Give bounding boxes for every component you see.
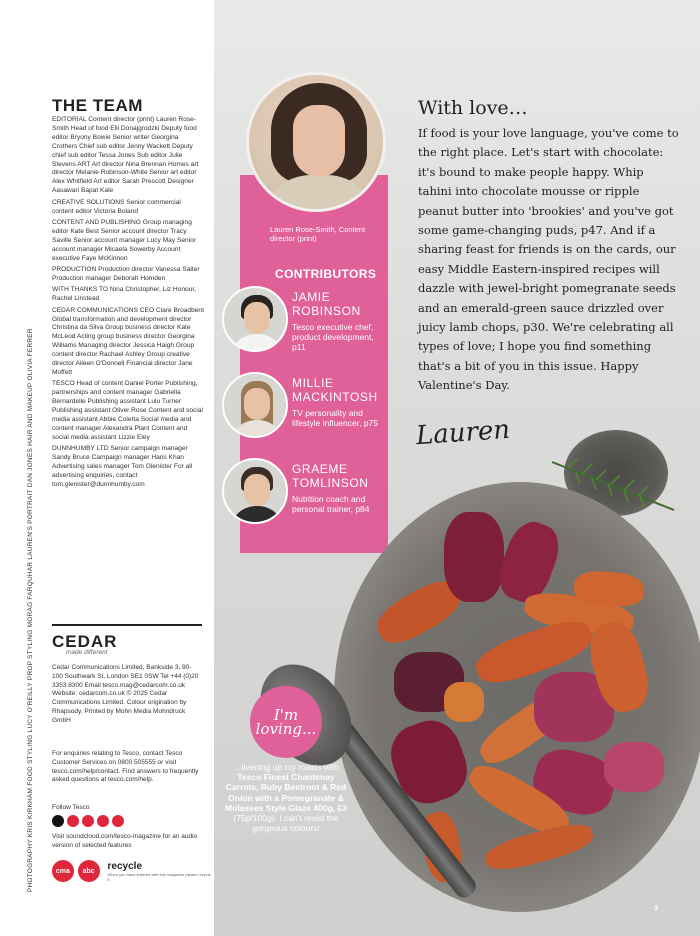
team-paragraph: TESCO Head of content Daniel Porter Publishing, partnerships and content manager Gabriella Bernardelle Publishing assistant Lulu Turner Publishing assistant Oliver Rose Content and social media assistant Abbie Coletta Social media and content manager Alexandra Plant Content and social media assistant Lizzie Eley: [52, 380, 204, 441]
im-loving-text: [222, 762, 350, 833]
im-loving-label: I'm loving...: [255, 706, 317, 738]
lauren-caption: Lauren Rose-Smith, Content director (print): [270, 225, 366, 243]
loving-intro: …livening up my roasts with: [233, 762, 339, 772]
contributor-name: MILLIE MACKINTOSH: [292, 376, 378, 404]
soundcloud-note: Visit soundcloud.com/tesco-magazine for an audio version of selected features: [52, 833, 198, 849]
cedar-logo: [52, 632, 117, 656]
loving-product: Tesco Finest Chantenay Carrots, Ruby Beetroot & Red Onion with a Pomegranate & Molasses Style Glaze 400g, £3: [225, 772, 347, 813]
badges: [52, 860, 214, 882]
team-paragraph: PRODUCTION Production director Vanessa Salter Production manager Deborah Homden: [52, 266, 200, 282]
recycle-note: When you have finished with this magazine please recycle it.: [107, 871, 211, 882]
team-heading: THE TEAM: [52, 96, 143, 115]
left-column: [0, 0, 214, 936]
abc-badge: abc: [78, 860, 100, 882]
divider: [52, 624, 202, 626]
social-icons: [52, 815, 124, 827]
editor-signature: Lauren: [415, 414, 512, 452]
team-list: [52, 116, 204, 492]
contributor-role: Nutrition coach and personal trainer, p84: [292, 494, 370, 514]
team-paragraph: DUNNHUMBY LTD Senior campaign manager Sandy Bruce Campaign manager Haris Khan Advertising sales manager Tom Glenister For all advertising enquiries, contact tom.glenister@dunnhumby.com: [52, 445, 193, 488]
tiktok-icon[interactable]: [52, 815, 64, 827]
lauren-portrait: [246, 72, 386, 212]
instagram-icon[interactable]: [112, 815, 124, 827]
team-paragraph: WITH THANKS TO Nina Christopher, Liz Honour, Rachel Linstead: [52, 286, 197, 303]
contributor-photo: [222, 286, 288, 352]
recycle-logo: [108, 861, 214, 882]
facebook-icon[interactable]: [67, 815, 79, 827]
contributor-photo: [222, 372, 288, 438]
youtube-icon[interactable]: [82, 815, 94, 827]
pinterest-icon[interactable]: [97, 815, 109, 827]
contributor-name: GRAEME TOMLINSON: [292, 462, 369, 490]
photo-credits: PHOTOGRAPHY KRIS KIRKHAM FOOD STYLING LUCY O'REILLY PROP STYLING MORAG FARQUHAR LAUREN'S PORTRAIT DAN JONES HAIR AND MAKEUP OLIVIA FERRER: [27, 328, 34, 892]
team-paragraph: CREATIVE SOLUTIONS Senior commercial content editor Victoria Boland: [52, 198, 181, 215]
team-paragraph: CONTENT AND PUBLISHING Group managing editor Kate Best Senior account director Tracy Saville Senior account manager Lucy May Senior account manager Micaela Sowerby Account executive Faye McKinnon: [52, 218, 197, 262]
tesco-enquiries: For enquiries relating to Tesco, contact Tesco Customer Services on 0800 505555 or visit tesco.com/help/contact. Find answers to frequently asked questions at tesco.com/help.: [52, 750, 199, 784]
page-number: 3: [654, 905, 658, 912]
team-paragraph: CEDAR COMMUNICATIONS CEO Clare Broadbent Global transformation and development director Christina da Silva Group business director Kate McLeod Acting group business director Georgina Williams Managing director Jessica Haigh Group content director Rachael Ashley Group creative director Aileen O'Donnell Financial director Jane Moffett: [52, 306, 204, 376]
contributor-name: JAMIE ROBINSON: [292, 290, 361, 318]
contributors-heading: CONTRIBUTORS: [275, 267, 377, 281]
team-paragraph: EDITORIAL Content director (print) Lauren Rose-Smith Head of food Elli Donajgrodzki Deputy food editor Bryony Bowie Senior writer Georgina Crothers Chief sub editor Jenny Wackett Deputy chief sub editor Tessa Jones Sub editor Julie Stevens ART Art director Nina Brennan Homes art director Melanie Robinson-White Senior art editor Alex Whitfield Art editor Sarah Prescott Designer Aasawari Bapat Kale: [52, 116, 199, 195]
contributor-role: Tesco executive chef, product development, p11: [292, 322, 374, 352]
editorial-title: With love…: [418, 97, 528, 119]
cedar-contact-info: Cedar Communications Limited, Bankside 3, 90-100 Southwark St, London SE1 0SW Tel +44 (0)20 3353 8300 Email tesco.mag@cedarcom.co.uk Website: cedarcom.co.uk © 2025 Cedar Communications Limited. Colour origination by Rhapsody. Printed by Mohn Media Mohndruck GmbH: [52, 664, 199, 724]
editorial-body: If food is your love language, you've come to the right place. Let's start with chocolate: it's bound to make people happy. Whip tahini into chocolate mousse or ripple peanut butter into 'brookies' and you've got some game-changing puds, p47. And if a sharing feast for friends is on the cards, our easy Middle Eastern-inspired recipes will dazzle with jewel-bright pomegranate seeds and an emerald-green sauce drizzled over juicy lamb chops, p30. We're celebrating all types of love; I hope you find something that's a bit of you in this issue. Happy Valentine's Day.: [418, 126, 679, 393]
recycle-label: recycle: [107, 860, 143, 872]
cma-badge: cma: [52, 860, 74, 882]
contributor-photo: [222, 458, 288, 524]
follow-label: Follow Tesco: [52, 804, 90, 811]
contributor-role: TV personality and lifestyle influencer, p75: [292, 408, 378, 428]
cedar-tagline: made different: [66, 649, 108, 656]
vegetable-bowl: [334, 482, 700, 912]
loving-price: (75p/100g). I can't resist the gorgeous colours!: [233, 813, 339, 834]
cedar-logo-name: CEDAR: [52, 632, 118, 651]
